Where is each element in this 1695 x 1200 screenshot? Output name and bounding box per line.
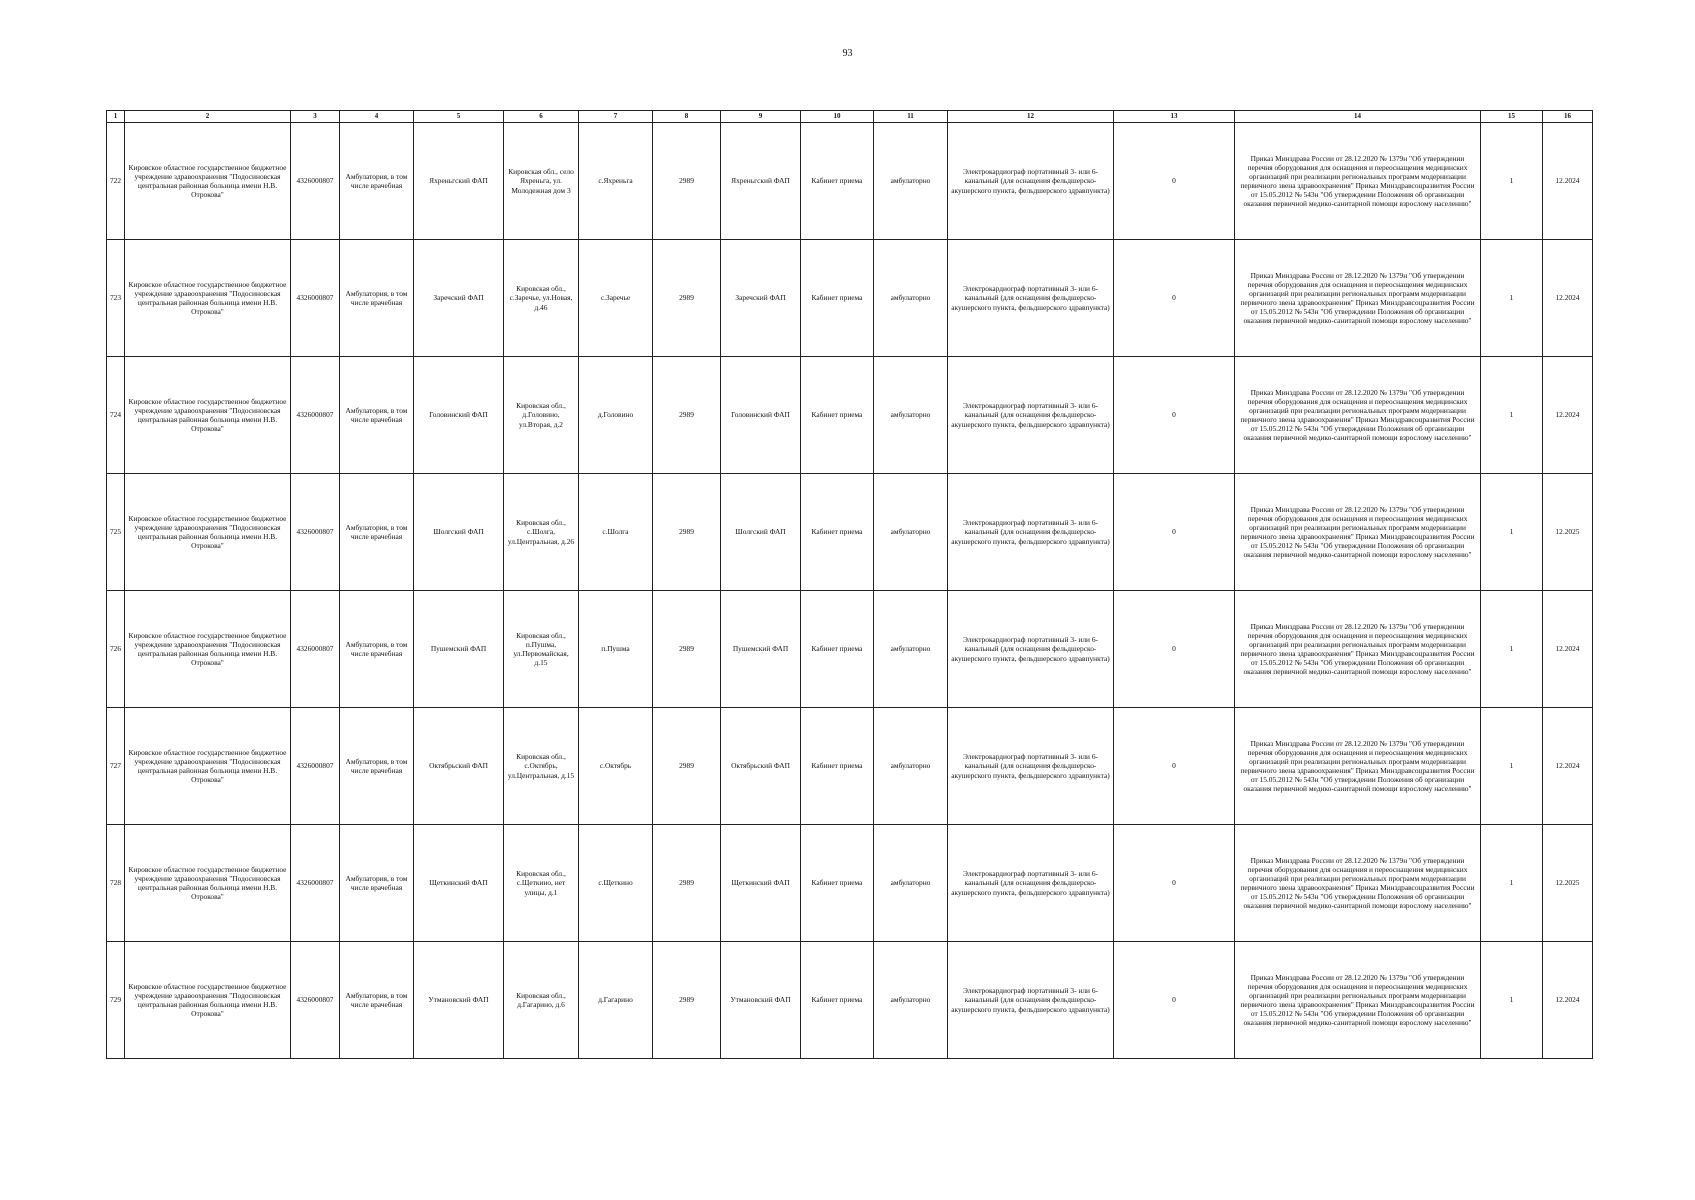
room-cell: Кабинет приема <box>801 708 874 825</box>
subdivision-cell: Заречский ФАП <box>721 240 801 357</box>
equipment-table <box>106 110 1593 1059</box>
required-quantity-cell: 1 <box>1481 708 1543 825</box>
care-type-cell: амбулаторно <box>874 825 948 942</box>
population-cell: 2989 <box>653 708 721 825</box>
care-type-cell: амбулаторно <box>874 123 948 240</box>
settlement-cell: д.Головино <box>579 357 653 474</box>
row-number-cell: 724 <box>107 357 125 474</box>
deadline-cell: 12.2025 <box>1543 474 1593 591</box>
facility-type-cell: Амбулатория, в том числе врачебная <box>340 357 414 474</box>
column-number-header: 6 <box>504 111 579 123</box>
address-cell: Кировская обл., с.Октябрь, ул.Центральная, д.15 <box>504 708 579 825</box>
subdivision-cell: Утмановский ФАП <box>721 942 801 1059</box>
room-cell: Кабинет приема <box>801 123 874 240</box>
regulation-cell: Приказ Минздрава России от 28.12.2020 № 1379н "Об утверждении перечня оборудования для оснащения и переоснащения медицинских организаций при реализации региональных программ модернизации первичного звена здравоохранения" Приказ Минздравсоцразвития России от 15.05.2012 № 543н "Об утверждении Положения об организации оказания первичной медико-санитарной помощи взрослому населению" <box>1235 942 1481 1059</box>
subdivision-cell: Яхреньгский ФАП <box>721 123 801 240</box>
deadline-cell: 12.2025 <box>1543 825 1593 942</box>
care-type-cell: амбулаторно <box>874 942 948 1059</box>
column-number-header: 11 <box>874 111 948 123</box>
settlement-cell: п.Пушма <box>579 591 653 708</box>
available-quantity-cell: 0 <box>1114 942 1235 1059</box>
organization-cell: Кировское областное государственное бюджетное учреждение здравоохранения "Подосиновская центральная районная больница имени Н.В. Отрокова" <box>125 825 291 942</box>
facility-type-cell: Амбулатория, в том числе врачебная <box>340 474 414 591</box>
equipment-cell: Электрокардиограф портативный 3- или 6-канальный (для оснащения фельдшерско-акушерского пункта, фельдшерского здравпункта) <box>948 591 1114 708</box>
organization-cell: Кировское областное государственное бюджетное учреждение здравоохранения "Подосиновская центральная районная больница имени Н.В. Отрокова" <box>125 357 291 474</box>
address-cell: Кировская обл., д.Гагарино, д.6 <box>504 942 579 1059</box>
equipment-cell: Электрокардиограф портативный 3- или 6-канальный (для оснащения фельдшерско-акушерского пункта, фельдшерского здравпункта) <box>948 240 1114 357</box>
facility-type-cell: Амбулатория, в том числе врачебная <box>340 240 414 357</box>
unit-name-cell: Шолгский ФАП <box>414 474 504 591</box>
settlement-cell: с.Октябрь <box>579 708 653 825</box>
care-type-cell: амбулаторно <box>874 708 948 825</box>
table-row <box>107 708 1593 825</box>
available-quantity-cell: 0 <box>1114 123 1235 240</box>
available-quantity-cell: 0 <box>1114 240 1235 357</box>
inn-cell: 4326000807 <box>291 474 340 591</box>
organization-cell: Кировское областное государственное бюджетное учреждение здравоохранения "Подосиновская центральная районная больница имени Н.В. Отрокова" <box>125 708 291 825</box>
room-cell: Кабинет приема <box>801 825 874 942</box>
table-body <box>107 123 1593 1059</box>
unit-name-cell: Щеткинский ФАП <box>414 825 504 942</box>
unit-name-cell: Утмановский ФАП <box>414 942 504 1059</box>
inn-cell: 4326000807 <box>291 123 340 240</box>
inn-cell: 4326000807 <box>291 591 340 708</box>
population-cell: 2989 <box>653 474 721 591</box>
column-number-header: 8 <box>653 111 721 123</box>
available-quantity-cell: 0 <box>1114 825 1235 942</box>
available-quantity-cell: 0 <box>1114 591 1235 708</box>
equipment-cell: Электрокардиограф портативный 3- или 6-канальный (для оснащения фельдшерско-акушерского пункта, фельдшерского здравпункта) <box>948 708 1114 825</box>
column-number-header: 16 <box>1543 111 1593 123</box>
organization-cell: Кировское областное государственное бюджетное учреждение здравоохранения "Подосиновская центральная районная больница имени Н.В. Отрокова" <box>125 591 291 708</box>
table-row <box>107 240 1593 357</box>
column-number-header: 5 <box>414 111 504 123</box>
room-cell: Кабинет приема <box>801 591 874 708</box>
population-cell: 2989 <box>653 357 721 474</box>
table-row <box>107 942 1593 1059</box>
room-cell: Кабинет приема <box>801 474 874 591</box>
column-number-row <box>107 111 1593 123</box>
address-cell: Кировская обл., с.Заречье, ул.Новая, д.46 <box>504 240 579 357</box>
inn-cell: 4326000807 <box>291 708 340 825</box>
required-quantity-cell: 1 <box>1481 825 1543 942</box>
equipment-cell: Электрокардиограф портативный 3- или 6-канальный (для оснащения фельдшерско-акушерского пункта, фельдшерского здравпункта) <box>948 474 1114 591</box>
available-quantity-cell: 0 <box>1114 474 1235 591</box>
facility-type-cell: Амбулатория, в том числе врачебная <box>340 708 414 825</box>
equipment-cell: Электрокардиограф портативный 3- или 6-канальный (для оснащения фельдшерско-акушерского пункта, фельдшерского здравпункта) <box>948 942 1114 1059</box>
equipment-cell: Электрокардиограф портативный 3- или 6-канальный (для оснащения фельдшерско-акушерского пункта, фельдшерского здравпункта) <box>948 825 1114 942</box>
room-cell: Кабинет приема <box>801 240 874 357</box>
unit-name-cell: Заречский ФАП <box>414 240 504 357</box>
deadline-cell: 12.2024 <box>1543 240 1593 357</box>
required-quantity-cell: 1 <box>1481 942 1543 1059</box>
subdivision-cell: Головинский ФАП <box>721 357 801 474</box>
population-cell: 2989 <box>653 591 721 708</box>
column-number-header: 10 <box>801 111 874 123</box>
address-cell: Кировская обл., с.Шолга, ул.Центральная, д.26 <box>504 474 579 591</box>
settlement-cell: с.Шолга <box>579 474 653 591</box>
regulation-cell: Приказ Минздрава России от 28.12.2020 № 1379н "Об утверждении перечня оборудования для оснащения и переоснащения медицинских организаций при реализации региональных программ модернизации первичного звена здравоохранения" Приказ Минздравсоцразвития России от 15.05.2012 № 543н "Об утверждении Положения об организации оказания первичной медико-санитарной помощи взрослому населению" <box>1235 474 1481 591</box>
available-quantity-cell: 0 <box>1114 708 1235 825</box>
deadline-cell: 12.2024 <box>1543 357 1593 474</box>
care-type-cell: амбулаторно <box>874 474 948 591</box>
facility-type-cell: Амбулатория, в том числе врачебная <box>340 123 414 240</box>
table-row <box>107 357 1593 474</box>
settlement-cell: с.Щеткино <box>579 825 653 942</box>
unit-name-cell: Яхреньгский ФАП <box>414 123 504 240</box>
row-number-cell: 726 <box>107 591 125 708</box>
care-type-cell: амбулаторно <box>874 240 948 357</box>
subdivision-cell: Октябрьский ФАП <box>721 708 801 825</box>
room-cell: Кабинет приема <box>801 942 874 1059</box>
row-number-cell: 723 <box>107 240 125 357</box>
column-number-header: 1 <box>107 111 125 123</box>
column-number-header: 14 <box>1235 111 1481 123</box>
required-quantity-cell: 1 <box>1481 591 1543 708</box>
row-number-cell: 728 <box>107 825 125 942</box>
table-row <box>107 123 1593 240</box>
regulation-cell: Приказ Минздрава России от 28.12.2020 № 1379н "Об утверждении перечня оборудования для оснащения и переоснащения медицинских организаций при реализации региональных программ модернизации первичного звена здравоохранения" Приказ Минздравсоцразвития России от 15.05.2012 № 543н "Об утверждении Положения об организации оказания первичной медико-санитарной помощи взрослому населению" <box>1235 357 1481 474</box>
available-quantity-cell: 0 <box>1114 357 1235 474</box>
unit-name-cell: Пушемский ФАП <box>414 591 504 708</box>
population-cell: 2989 <box>653 123 721 240</box>
required-quantity-cell: 1 <box>1481 474 1543 591</box>
equipment-cell: Электрокардиограф портативный 3- или 6-канальный (для оснащения фельдшерско-акушерского пункта, фельдшерского здравпункта) <box>948 123 1114 240</box>
population-cell: 2989 <box>653 240 721 357</box>
required-quantity-cell: 1 <box>1481 123 1543 240</box>
inn-cell: 4326000807 <box>291 357 340 474</box>
column-number-header: 3 <box>291 111 340 123</box>
address-cell: Кировская обл., село Яхреньга, ул. Молодежная дом 3 <box>504 123 579 240</box>
organization-cell: Кировское областное государственное бюджетное учреждение здравоохранения "Подосиновская центральная районная больница имени Н.В. Отрокова" <box>125 240 291 357</box>
table-row <box>107 591 1593 708</box>
regulation-cell: Приказ Минздрава России от 28.12.2020 № 1379н "Об утверждении перечня оборудования для оснащения и переоснащения медицинских организаций при реализации региональных программ модернизации первичного звена здравоохранения" Приказ Минздравсоцразвития России от 15.05.2012 № 543н "Об утверждении Положения об организации оказания первичной медико-санитарной помощи взрослому населению" <box>1235 591 1481 708</box>
regulation-cell: Приказ Минздрава России от 28.12.2020 № 1379н "Об утверждении перечня оборудования для оснащения и переоснащения медицинских организаций при реализации региональных программ модернизации первичного звена здравоохранения" Приказ Минздравсоцразвития России от 15.05.2012 № 543н "Об утверждении Положения об организации оказания первичной медико-санитарной помощи взрослому населению" <box>1235 708 1481 825</box>
subdivision-cell: Щеткинский ФАП <box>721 825 801 942</box>
care-type-cell: амбулаторно <box>874 591 948 708</box>
unit-name-cell: Головинский ФАП <box>414 357 504 474</box>
organization-cell: Кировское областное государственное бюджетное учреждение здравоохранения "Подосиновская центральная районная больница имени Н.В. Отрокова" <box>125 123 291 240</box>
column-number-header: 7 <box>579 111 653 123</box>
regulation-cell: Приказ Минздрава России от 28.12.2020 № 1379н "Об утверждении перечня оборудования для оснащения и переоснащения медицинских организаций при реализации региональных программ модернизации первичного звена здравоохранения" Приказ Минздравсоцразвития России от 15.05.2012 № 543н "Об утверждении Положения об организации оказания первичной медико-санитарной помощи взрослому населению" <box>1235 123 1481 240</box>
regulation-cell: Приказ Минздрава России от 28.12.2020 № 1379н "Об утверждении перечня оборудования для оснащения и переоснащения медицинских организаций при реализации региональных программ модернизации первичного звена здравоохранения" Приказ Минздравсоцразвития России от 15.05.2012 № 543н "Об утверждении Положения об организации оказания первичной медико-санитарной помощи взрослому населению" <box>1235 825 1481 942</box>
deadline-cell: 12.2024 <box>1543 942 1593 1059</box>
population-cell: 2989 <box>653 942 721 1059</box>
facility-type-cell: Амбулатория, в том числе врачебная <box>340 591 414 708</box>
page-number: 93 <box>842 48 853 59</box>
facility-type-cell: Амбулатория, в том числе врачебная <box>340 942 414 1059</box>
subdivision-cell: Шолгский ФАП <box>721 474 801 591</box>
column-number-header: 4 <box>340 111 414 123</box>
row-number-cell: 725 <box>107 474 125 591</box>
deadline-cell: 12.2024 <box>1543 708 1593 825</box>
row-number-cell: 729 <box>107 942 125 1059</box>
address-cell: Кировская обл., п.Пушма, ул.Первомайская, д.15 <box>504 591 579 708</box>
inn-cell: 4326000807 <box>291 240 340 357</box>
unit-name-cell: Октябрьский ФАП <box>414 708 504 825</box>
address-cell: Кировская обл., д.Головино, ул.Вторая, д.2 <box>504 357 579 474</box>
care-type-cell: амбулаторно <box>874 357 948 474</box>
inn-cell: 4326000807 <box>291 825 340 942</box>
room-cell: Кабинет приема <box>801 357 874 474</box>
facility-type-cell: Амбулатория, в том числе врачебная <box>340 825 414 942</box>
required-quantity-cell: 1 <box>1481 357 1543 474</box>
row-number-cell: 727 <box>107 708 125 825</box>
regulation-cell: Приказ Минздрава России от 28.12.2020 № 1379н "Об утверждении перечня оборудования для оснащения и переоснащения медицинских организаций при реализации региональных программ модернизации первичного звена здравоохранения" Приказ Минздравсоцразвития России от 15.05.2012 № 543н "Об утверждении Положения об организации оказания первичной медико-санитарной помощи взрослому населению" <box>1235 240 1481 357</box>
settlement-cell: с.Яхреньга <box>579 123 653 240</box>
settlement-cell: д.Гагарино <box>579 942 653 1059</box>
column-number-header: 12 <box>948 111 1114 123</box>
table-row <box>107 474 1593 591</box>
equipment-cell: Электрокардиограф портативный 3- или 6-канальный (для оснащения фельдшерско-акушерского пункта, фельдшерского здравпункта) <box>948 357 1114 474</box>
column-number-header: 13 <box>1114 111 1235 123</box>
row-number-cell: 722 <box>107 123 125 240</box>
deadline-cell: 12.2024 <box>1543 123 1593 240</box>
column-number-header: 2 <box>125 111 291 123</box>
table-row <box>107 825 1593 942</box>
population-cell: 2989 <box>653 825 721 942</box>
inn-cell: 4326000807 <box>291 942 340 1059</box>
column-number-header: 15 <box>1481 111 1543 123</box>
subdivision-cell: Пушемский ФАП <box>721 591 801 708</box>
organization-cell: Кировское областное государственное бюджетное учреждение здравоохранения "Подосиновская центральная районная больница имени Н.В. Отрокова" <box>125 942 291 1059</box>
settlement-cell: с.Заречье <box>579 240 653 357</box>
column-number-header: 9 <box>721 111 801 123</box>
required-quantity-cell: 1 <box>1481 240 1543 357</box>
organization-cell: Кировское областное государственное бюджетное учреждение здравоохранения "Подосиновская центральная районная больница имени Н.В. Отрокова" <box>125 474 291 591</box>
address-cell: Кировская обл., с.Щеткино, нет улицы, д.1 <box>504 825 579 942</box>
deadline-cell: 12.2024 <box>1543 591 1593 708</box>
